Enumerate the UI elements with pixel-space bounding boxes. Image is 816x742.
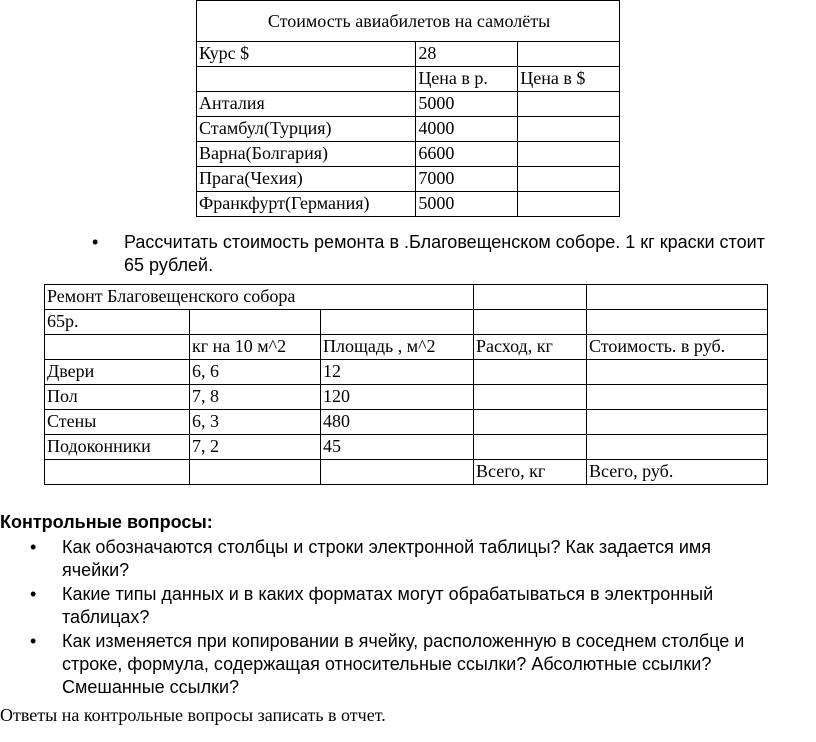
table-row xyxy=(197,1,620,42)
repair-table-title: Ремонт Благовещенского собора xyxy=(45,285,474,310)
header-cell xyxy=(45,335,190,360)
table-row xyxy=(45,435,768,460)
total-rub-cell: Всего, руб. xyxy=(587,460,768,485)
table-row xyxy=(45,310,768,335)
table-row xyxy=(45,360,768,385)
price-usd-cell xyxy=(518,92,620,117)
task-bullet: • xyxy=(92,232,99,252)
empty-cell xyxy=(587,410,768,435)
item-kg: 6, 6 xyxy=(190,360,321,385)
header-cell: Цена в р. xyxy=(416,67,518,92)
empty-cell xyxy=(587,435,768,460)
item-name: Подоконники xyxy=(45,435,190,460)
empty-cell xyxy=(518,42,620,67)
question-line: Как изменяется при копировании в ячейку, расположенную в соседнем столбце и xyxy=(62,631,745,651)
item-name: Стены xyxy=(45,410,190,435)
empty-cell xyxy=(474,385,587,410)
item-kg: 7, 8 xyxy=(190,385,321,410)
airfare-table xyxy=(196,0,620,217)
header-cell xyxy=(197,67,416,92)
item-area: 45 xyxy=(321,435,474,460)
city-cell: Стамбул(Турция) xyxy=(197,117,416,142)
price-rub-cell: 6600 xyxy=(416,142,518,167)
header-cell: Площадь , м^2 xyxy=(321,335,474,360)
city-cell: Варна(Болгария) xyxy=(197,142,416,167)
price-rub-cell: 7000 xyxy=(416,167,518,192)
footer-note: Ответы на контрольные вопросы записать в отчет. xyxy=(0,705,386,725)
item-area: 120 xyxy=(321,385,474,410)
table-row xyxy=(45,385,768,410)
question-line: ячейки? xyxy=(62,560,130,580)
price-rub-cell: 5000 xyxy=(416,92,518,117)
city-cell: Прага(Чехия) xyxy=(197,167,416,192)
question-line: Какие типы данных и в каких форматах могут обрабатываться в электронный xyxy=(62,584,714,604)
item-name: Двери xyxy=(45,360,190,385)
empty-cell xyxy=(474,310,587,335)
empty-cell xyxy=(474,435,587,460)
empty-cell xyxy=(190,310,321,335)
rate-label: Курс $ xyxy=(197,42,416,67)
question-bullet: • xyxy=(30,631,37,651)
empty-cell xyxy=(474,410,587,435)
total-kg-cell: Всего, кг xyxy=(474,460,587,485)
price-rub-cell: 4000 xyxy=(416,117,518,142)
table-row xyxy=(45,335,768,360)
question-line: таблицах? xyxy=(62,607,150,627)
rate-value: 28 xyxy=(416,42,518,67)
question-item xyxy=(62,536,711,582)
price-per-kg: 65р. xyxy=(45,310,190,335)
table-row xyxy=(45,410,768,435)
question-line: Как обозначаются столбцы и строки электронной таблицы? Как задается имя xyxy=(62,537,712,557)
item-area: 480 xyxy=(321,410,474,435)
question-line: Смешанные ссылки? xyxy=(62,677,240,697)
table-row xyxy=(197,142,620,167)
question-item xyxy=(62,630,744,699)
price-usd-cell xyxy=(518,142,620,167)
price-usd-cell xyxy=(518,117,620,142)
airfare-table-title: Стоимость авиабилетов на самолёты xyxy=(197,1,620,42)
task-line: Рассчитать стоимость ремонта в .Благовещенском соборе. 1 кг краски стоит xyxy=(124,232,765,252)
header-cell: Стоимость. в руб. xyxy=(587,335,768,360)
empty-cell xyxy=(190,460,321,485)
empty-cell xyxy=(321,460,474,485)
empty-cell xyxy=(474,285,587,310)
price-rub-cell: 5000 xyxy=(416,192,518,217)
table-row xyxy=(197,42,620,67)
table-row xyxy=(45,285,768,310)
header-cell: Расход, кг xyxy=(474,335,587,360)
header-cell: Цена в $ xyxy=(518,67,620,92)
empty-cell xyxy=(45,460,190,485)
table-row xyxy=(197,92,620,117)
table-row xyxy=(197,67,620,92)
empty-cell xyxy=(587,285,768,310)
repair-table xyxy=(44,284,768,485)
task-text xyxy=(124,231,765,277)
item-name: Пол xyxy=(45,385,190,410)
item-area: 12 xyxy=(321,360,474,385)
item-kg: 7, 2 xyxy=(190,435,321,460)
empty-cell xyxy=(474,360,587,385)
question-line: строке, формула, содержащая относительные ссылки? Абсолютные ссылки? xyxy=(62,654,712,674)
question-bullet: • xyxy=(30,537,37,557)
item-kg: 6, 3 xyxy=(190,410,321,435)
table-row xyxy=(197,167,620,192)
empty-cell xyxy=(587,310,768,335)
questions-heading: Контрольные вопросы: xyxy=(0,512,213,532)
table-row xyxy=(45,460,768,485)
question-bullet: • xyxy=(30,584,37,604)
table-row xyxy=(197,117,620,142)
task-line: 65 рублей. xyxy=(124,255,214,275)
city-cell: Анталия xyxy=(197,92,416,117)
header-cell: кг на 10 м^2 xyxy=(190,335,321,360)
city-cell: Франкфурт(Германия) xyxy=(197,192,416,217)
price-usd-cell xyxy=(518,192,620,217)
empty-cell xyxy=(587,385,768,410)
empty-cell xyxy=(321,310,474,335)
question-item xyxy=(62,583,713,629)
price-usd-cell xyxy=(518,167,620,192)
table-row xyxy=(197,192,620,217)
empty-cell xyxy=(587,360,768,385)
